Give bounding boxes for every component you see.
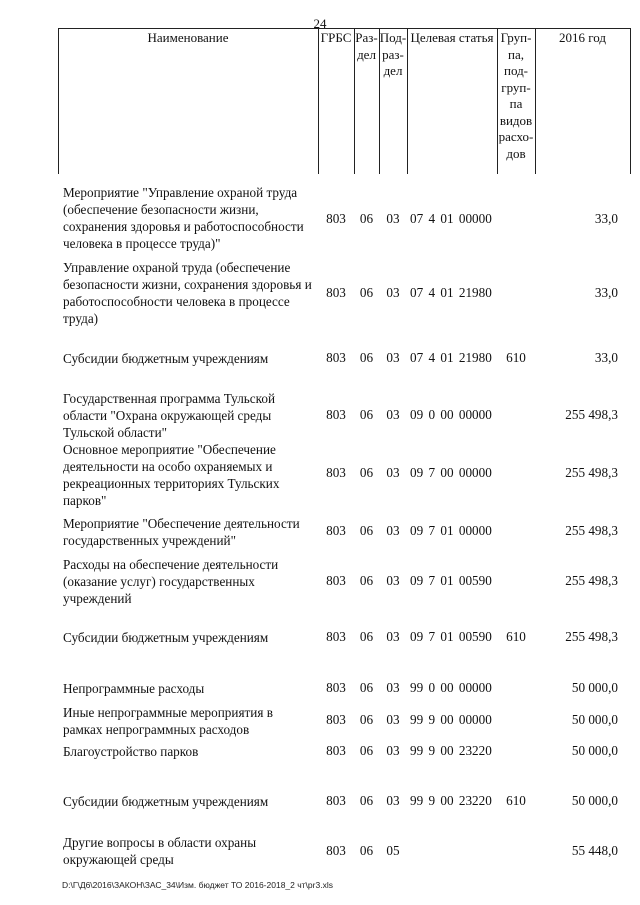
header-grbs: ГРБС <box>320 30 352 45</box>
row-podrazdel: 03 <box>386 523 400 538</box>
row-podrazdel: 03 <box>386 680 400 695</box>
row-grbs: 803 <box>326 211 346 226</box>
row-razdel: 06 <box>359 407 374 422</box>
row-amount: 33,0 <box>594 285 618 300</box>
row-grbs: 803 <box>326 350 346 365</box>
row-group: 610 <box>506 793 526 808</box>
page-number: 24 <box>313 16 327 31</box>
row-amount: 55 448,0 <box>571 843 618 858</box>
row-amount: 255 498,3 <box>565 465 618 480</box>
header-year: 2016 год <box>559 30 606 45</box>
row-target: 99 0 00 00000 <box>410 680 492 695</box>
row-target: 09 7 01 00590 <box>410 629 492 644</box>
header-podrazdel-line: раз- <box>382 46 404 62</box>
row-grbs: 803 <box>326 793 346 808</box>
row-amount: 50 000,0 <box>571 793 618 808</box>
row-name: Другие вопросы в области охраны окружающей среды <box>63 835 257 867</box>
header-group-line: груп- <box>501 79 531 95</box>
header-podrazdel-line: дел <box>383 63 403 78</box>
header-name: Наименование <box>147 30 229 45</box>
row-podrazdel: 03 <box>386 573 400 588</box>
row-razdel: 06 <box>359 629 374 644</box>
row-razdel: 06 <box>359 211 374 226</box>
row-target: 09 7 01 00590 <box>410 573 492 588</box>
row-grbs: 803 <box>326 843 346 858</box>
file-path-footer: D:\Г\Д6\2016\ЗАКОН\ЗАС_34\Изм. бюджет ТО 2016-2018_2 чт\pr3.xls <box>62 880 333 890</box>
row-razdel: 06 <box>359 465 374 480</box>
row-target: 07 4 01 21980 <box>410 285 492 300</box>
row-amount: 255 498,3 <box>565 407 618 422</box>
row-group: 610 <box>506 350 526 365</box>
header-group-line: Груп- <box>500 30 532 45</box>
row-grbs: 803 <box>326 465 346 480</box>
row-podrazdel: 03 <box>386 712 400 727</box>
header-group-line: видов <box>499 112 533 128</box>
row-podrazdel: 03 <box>386 743 400 758</box>
row-grbs: 803 <box>326 285 346 300</box>
row-razdel: 06 <box>359 573 374 588</box>
row-razdel: 06 <box>359 712 374 727</box>
row-podrazdel: 03 <box>386 407 400 422</box>
row-target: 07 4 01 21980 <box>410 350 492 365</box>
row-name: Основное мероприятие "Обеспечение деятельности на особо охраняемых и рекреационных территориях Тульских парков" <box>63 442 280 508</box>
row-target: 99 9 00 00000 <box>410 712 492 727</box>
row-name: Субсидии бюджетным учреждениям <box>63 794 269 809</box>
header-group-line: дов <box>506 145 526 161</box>
row-target: 07 4 01 00000 <box>410 211 492 226</box>
row-amount: 33,0 <box>594 350 618 365</box>
row-grbs: 803 <box>326 407 346 422</box>
row-grbs: 803 <box>326 629 346 644</box>
row-razdel: 06 <box>359 843 374 858</box>
row-name: Благоустройство парков <box>63 744 199 759</box>
row-name: Субсидии бюджетным учреждениям <box>63 351 269 366</box>
row-grbs: 803 <box>326 743 346 758</box>
row-grbs: 803 <box>326 573 346 588</box>
header-podrazdel-line: Под- <box>379 30 407 45</box>
row-amount: 50 000,0 <box>571 712 618 727</box>
row-group: 610 <box>506 629 526 644</box>
row-target: 09 0 00 00000 <box>410 407 492 422</box>
row-target: 99 9 00 23220 <box>410 793 492 808</box>
row-podrazdel: 03 <box>386 211 400 226</box>
row-podrazdel: 05 <box>386 843 400 858</box>
row-name: Мероприятие "Обеспечение деятельности государственных учреждений" <box>63 516 300 548</box>
header-target: Целевая статья <box>410 30 494 45</box>
row-podrazdel: 03 <box>386 285 400 300</box>
row-podrazdel: 03 <box>386 465 400 480</box>
header-razdel-line: Раз- <box>355 30 378 45</box>
row-razdel: 06 <box>359 743 374 758</box>
row-amount: 50 000,0 <box>571 743 618 758</box>
header-group-line: па <box>509 96 523 111</box>
header-razdel-line: дел <box>357 46 376 62</box>
row-grbs: 803 <box>326 680 346 695</box>
row-amount: 255 498,3 <box>565 523 618 538</box>
row-podrazdel: 03 <box>386 629 400 644</box>
row-grbs: 803 <box>326 712 346 727</box>
header-group-line: па, <box>508 46 524 62</box>
row-name: Непрограммные расходы <box>63 681 205 696</box>
row-name: Иные непрограммные мероприятия в рамках непрограммных расходов <box>63 705 273 737</box>
row-razdel: 06 <box>359 523 374 538</box>
row-razdel: 06 <box>359 680 374 695</box>
row-name: Мероприятие "Управление охраной труда (обеспечение безопасности жизни, сохранения здоровья и работоспособности человека в процессе труда)" <box>63 185 304 251</box>
header-group-line: под- <box>503 63 529 78</box>
row-amount: 255 498,3 <box>565 573 618 588</box>
row-target: 99 9 00 23220 <box>410 743 492 758</box>
row-grbs: 803 <box>326 523 346 538</box>
row-razdel: 06 <box>359 793 374 808</box>
row-podrazdel: 03 <box>386 793 400 808</box>
row-amount: 33,0 <box>594 211 618 226</box>
row-podrazdel: 03 <box>386 350 400 365</box>
row-razdel: 06 <box>359 350 374 365</box>
row-amount: 50 000,0 <box>571 680 618 695</box>
row-target: 09 7 01 00000 <box>410 523 492 538</box>
row-target: 09 7 00 00000 <box>410 465 492 480</box>
header-group-line: расхо- <box>498 129 534 144</box>
row-name: Управление охраной труда (обеспечение безопасности жизни, сохранения здоровья и работоспособности человека в процессе труда) <box>63 260 312 326</box>
row-name: Государственная программа Тульской области "Охрана окружающей среды Тульской области" <box>63 391 276 440</box>
row-name: Расходы на обеспечение деятельности (оказание услуг) государственных учреждений <box>63 557 279 606</box>
row-amount: 255 498,3 <box>565 629 618 644</box>
row-razdel: 06 <box>359 285 374 300</box>
row-name: Субсидии бюджетным учреждениям <box>63 630 269 645</box>
